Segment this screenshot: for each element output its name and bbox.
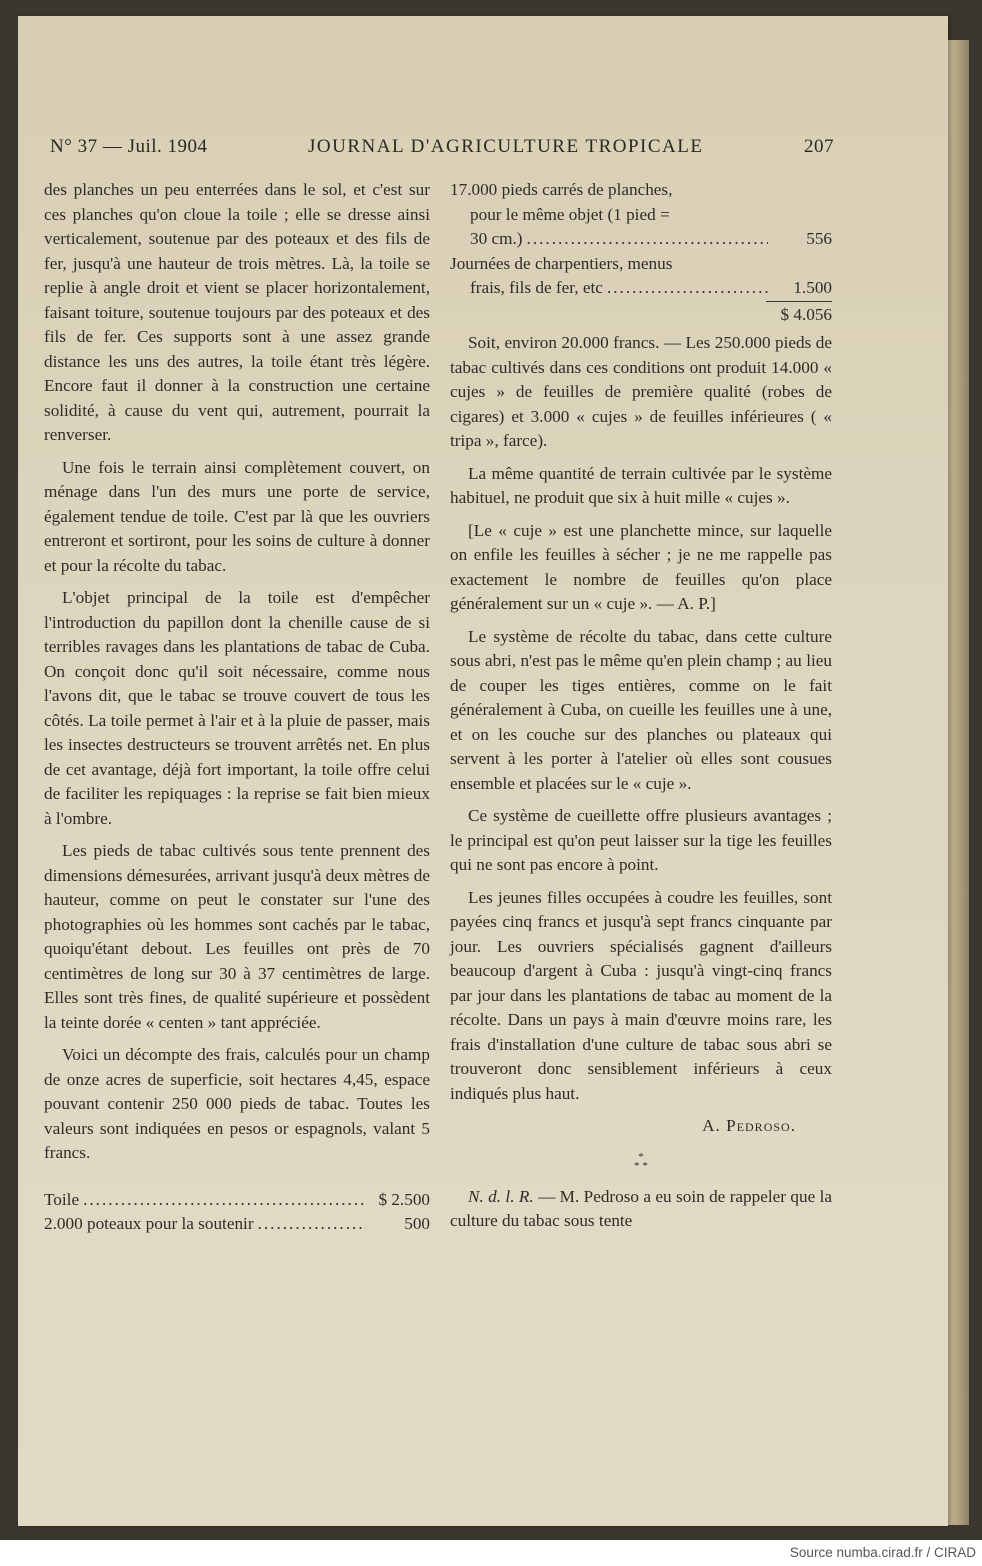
cost-amount: 556 <box>806 229 832 248</box>
cost-carp-line-1: Journées de charpentiers, menus <box>450 253 673 273</box>
editor-note-label: N. d. l. R. <box>468 1186 534 1206</box>
left-column <box>44 178 430 1237</box>
cost-planks-line-1: 17.000 pieds carrés de planches, <box>450 180 673 199</box>
cost-amount: $ 2.500 <box>378 1189 430 1209</box>
editor-note <box>450 1185 832 1234</box>
source-footer <box>0 1540 982 1566</box>
left-paragraph-5: Voici un décompte des frais, calculés pour un champ de onze acres de superficie, soit hectares 4,45, espace pouvant contenir 250 000 pieds de tabac. Toutes les valeurs sont indiquées en pesos or espagnols, valant 5 francs. <box>44 1045 430 1162</box>
cost-row-planks <box>450 227 832 252</box>
total-amount: $ 4.056 <box>766 301 832 328</box>
right-paragraph-3: [Le « cuje » est une planchette mince, sur laquelle on enfile les feuilles à sécher ; je ne me rappelle pas exactement le nombre de feuilles qu'on place généralement sur un « cuje ». — A. P.] <box>450 520 832 613</box>
left-paragraph-4: Les pieds de tabac cultivés sous tente prennent des dimensions démesurées, arrivant jusqu'à deux mètres de hauteur, comme on peut le constater sur l'une des photographies où les hommes sont cachés par le tabac, quoiqu'étant debout. Les feuilles ont près de 70 centimètres de long sur 30 à 37 centimètres de large. Elles sont très fines, de qualité supérieure et possèdent la teinte dorée « centen » tant appréciée. <box>44 841 430 1032</box>
leader-dots <box>527 227 768 252</box>
cost-amount: 1.500 <box>793 278 832 297</box>
right-column <box>450 178 832 1242</box>
issue-label: N° 37 — Juil. 1904 <box>50 136 208 157</box>
editor-note-text: — M. Pedroso a eu soin de rappeler que la culture du tabac sous tente <box>450 1186 832 1230</box>
journal-title: JOURNAL D'AGRICULTURE TROPICALE <box>308 136 704 157</box>
cost-planks-line-2: pour le même objet (1 pied = <box>470 204 670 224</box>
leader-dots <box>258 1212 366 1237</box>
right-paragraph-6: Les jeunes filles occupées à coudre les feuilles, sont payées cinq francs et jusqu'à sept francs cinquante par jour. Les ouvriers spécialisés gagnent d'ailleurs beaucoup d'argent à Cuba : jusqu'à vingt-cinq francs par jour dans les plantations de tabac au moment de la récolte. Dans un pays à main d'œuvre moins rare, les frais d'installation d'une culture de tabac sous abri se trouveront donc sensiblement inférieurs à ceux indiqués plus haut. <box>450 887 832 1103</box>
source-credit: Source numba.cirad.fr / CIRAD <box>789 1545 976 1560</box>
cost-amount: 500 <box>404 1214 430 1233</box>
left-paragraph-2: Une fois le terrain ainsi complètement couvert, on ménage dans l'un des murs une porte de service, également tendue de toile. C'est par là que les ouvriers entreront et sortiront, pour les soins de culture à donner et pour la récolte du tabac. <box>44 457 430 575</box>
right-paragraph-4: Le système de récolte du tabac, dans cette culture sous abri, n'est pas le même qu'en plein champ ; au lieu de couper les tiges entières, comme on le fait généralement à Cuba, on cueille les feuilles une à une, et on les couche sur des planches ou plateaux qui servent à les porter à l'atelier où elles sont cousues ensemble et placées sur le « cuje ». <box>450 626 832 793</box>
cost-row-poteaux <box>44 1212 430 1237</box>
right-paragraph-2: La même quantité de terrain cultivée par le système habituel, ne produit que six à huit mille « cujes ». <box>450 463 832 507</box>
cost-planks <box>450 178 832 252</box>
left-paragraph-3: L'objet principal de la toile est d'empêcher l'introduction du papillon dont la chenille cause de si terribles ravages dans les plantations de tabac de Cuba. On conçoit donc qu'il soit nécessaire, comme nous l'avons dit, que le tabac se trouve couvert de tous les côtés. La toile permet à l'air et à la pluie de passer, mais les insectes destructeurs se trouvent arrêtés net. En plus de cet avantage, déjà fort important, la toile offre celui de faciliter les repiquages : la reprise se fait bien mieux à l'ombre. <box>44 588 430 828</box>
cost-row-toile <box>44 1188 430 1213</box>
author-signature: A. Pedroso. <box>702 1116 796 1135</box>
cost-total <box>450 301 832 328</box>
leader-dots <box>607 276 768 301</box>
running-header <box>50 136 834 164</box>
cost-label: Toile <box>44 1189 80 1209</box>
cost-label: 30 cm.) <box>470 229 523 248</box>
right-paragraph-5: Ce système de cueillette offre plusieurs avantages ; le principal est qu'on peut laisser sur la tige les feuilles qui ne sont pas encore à point. <box>450 806 832 874</box>
cost-carpenters <box>450 252 832 301</box>
cost-row-carpenters <box>450 276 832 301</box>
left-paragraph-1: des planches un peu enterrées dans le sol, et c'est sur ces planches qu'on cloue la toile ; elle se dresse ainsi verticalement, soutenue par des poteaux et des fils de fer, jusqu'à une hauteur de trois mètres. Là, la toile se replie à angle droit et vient se placer horizontalement, faisant toiture, soutenue toujours par des poteaux et des fils de fer. Ces supports sont à une assez grande distance les uns des autres, la toile étant très légère. Encore faut il donner à la construction une certaine solidité, à cause du vent qui, autrement, pourrait la renverser. <box>44 180 430 444</box>
page-number: 207 <box>804 136 834 157</box>
right-paragraph-1: Soit, environ 20.000 francs. — Les 250.000 pieds de tabac cultivés dans ces conditions ont produit 14.000 « cujes » de feuilles de première qualité (robes de cigares) et 3.000 « cujes » de feuilles inférieures ( « tripa », farce). <box>450 333 832 450</box>
leader-dots <box>83 1188 366 1213</box>
section-asterism: * * * <box>634 1150 648 1172</box>
cost-label: frais, fils de fer, etc <box>470 278 603 297</box>
cost-label: 2.000 poteaux pour la soutenir <box>44 1214 254 1233</box>
